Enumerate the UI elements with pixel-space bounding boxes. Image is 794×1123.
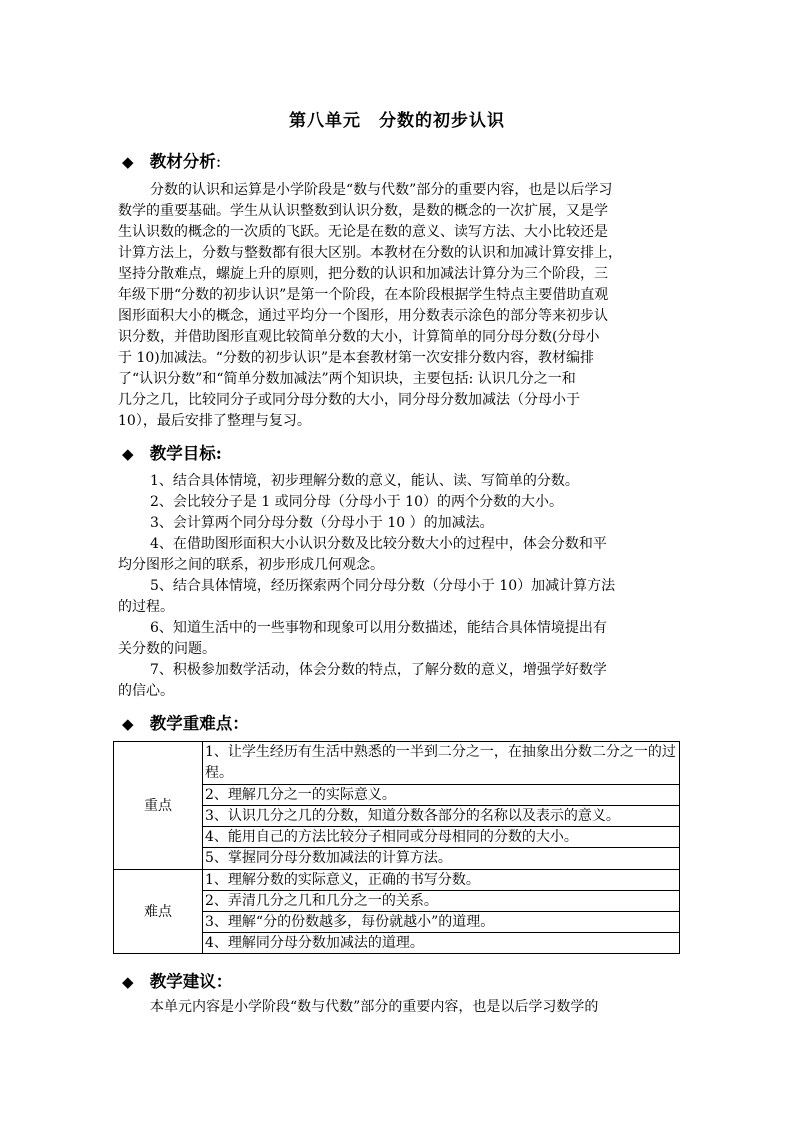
table-item: 3、认识几分之几的分数，知道分数各部分的名称以及表示的意义。	[203, 806, 679, 827]
table-item: 1、让学生经历有生活中熟悉的一半到二分之一，在抽象出分数二分之一的过程。	[203, 742, 679, 785]
analysis-line: 识分数，并借助图形直观比较简单分数的大小，计算简单的同分母分数(分母小	[118, 329, 600, 345]
analysis-line: 分数的认识和运算是小学阶段是“数与代数”部分的重要内容，也是以后学习	[150, 182, 613, 198]
section-heading-analysis: ◆ 教材分析:	[122, 152, 222, 171]
section-heading-suggestions: ◆ 教学建议：	[122, 972, 233, 991]
goal-line: 关分数的问题。	[118, 641, 216, 657]
goal-line: 5、结合具体情境，经历探索两个同分母分数（分母小于 10）加减计算方法	[150, 578, 616, 594]
section-heading-goals: ◆ 教学目标:	[122, 444, 222, 463]
goal-line: 均分图形之间的联系，初步形成几何观念。	[118, 557, 384, 573]
analysis-line: 坚持分散难点，螺旋上升的原则，把分数的认识和加减法计算分为三个阶段，三	[118, 266, 608, 282]
table-item: 2、弄清几分之几和几分之一的关系。	[203, 891, 679, 912]
diamond-bullet-icon: ◆	[122, 715, 134, 733]
analysis-line: 10），最后安排了整理与复习。	[118, 413, 311, 429]
goal-line: 2、会比较分子是 1 或同分母（分母小于 10）的两个分数的大小。	[150, 494, 563, 510]
analysis-line: 计算方法上，分数与整数都有很大区别。本教材在分数的认识和加减计算安排上，	[118, 245, 622, 261]
goal-line: 的信心。	[118, 683, 174, 699]
analysis-line: 了“认识分数”和“简单分数加减法”两个知识块，主要包括: 认识几分之一和	[118, 371, 576, 387]
table-item: 5、掌握同分母分数加减法的计算方法。	[205, 850, 452, 867]
diamond-bullet-icon: ◆	[122, 153, 134, 171]
category-cell: 重点	[114, 742, 203, 870]
analysis-line: 几分之几，比较同分子或同分母分数的大小，同分母分数加减法（分母小于	[118, 392, 580, 408]
table-item: 4、能用自己的方法比较分子相同或分母相同的分数的大小。	[203, 827, 679, 848]
analysis-line: 图形面积大小的概念，通过平均分一个图形，用分数表示涂色的部分等来初步认	[118, 308, 608, 324]
section-heading-key-points: ◆ 教学重难点：	[122, 714, 249, 733]
table-item: 1、理解分数的实际意义，正确的书写分数。	[203, 870, 679, 891]
table-row	[114, 869, 680, 953]
diamond-bullet-icon: ◆	[122, 445, 134, 463]
table-row	[114, 742, 680, 870]
key-points-table	[113, 741, 680, 954]
analysis-line: 生认识数的概念的一次质的飞跃。无论是在数的意义、读写方法、大小比较还是	[118, 224, 608, 240]
goal-line: 的过程。	[118, 599, 174, 615]
goal-line: 1、结合具体情境，初步理解分数的意义，能认、读、写简单的分数。	[150, 473, 579, 489]
goal-line: 3、会计算两个同分母分数（分母小于 10 ）的加减法。	[150, 515, 494, 531]
analysis-line: 于 10)加减法。“分数的初步认识”是本套教材第一次安排分数内容，教材编排	[118, 350, 595, 366]
analysis-line: 年级下册“分数的初步认识”是第一个阶段，在本阶段根据学生特点主要借助直观	[118, 287, 609, 303]
items-cell	[203, 742, 680, 870]
table-item: 4、理解同分母分数加减法的道理。	[205, 934, 424, 951]
analysis-line: 数学的重要基础。学生从认识整数到认识分数，是数的概念的一次扩展，又是学	[118, 203, 608, 219]
category-cell: 难点	[114, 869, 203, 953]
items-cell	[203, 869, 680, 953]
suggestion-line: 本单元内容是小学阶段“数与代数”部分的重要内容，也是以后学习数学的	[150, 999, 599, 1015]
goal-line: 4、在借助图形面积大小认识分数及比较分数大小的过程中，体会分数和平	[150, 536, 607, 552]
table-item: 3、理解“分的份数越多，每份就越小”的道理。	[203, 912, 679, 933]
diamond-bullet-icon: ◆	[122, 973, 134, 991]
goal-line: 6、知道生活中的一些事物和现象可以用分数描述，能结合具体情境提出有	[150, 620, 607, 636]
table-item: 2、理解几分之一的实际意义。	[203, 785, 679, 806]
page-title: 第八单元 分数的初步认识	[289, 111, 505, 131]
goal-line: 7、积极参加数学活动，体会分数的特点，了解分数的意义，增强学好数学	[150, 662, 607, 678]
